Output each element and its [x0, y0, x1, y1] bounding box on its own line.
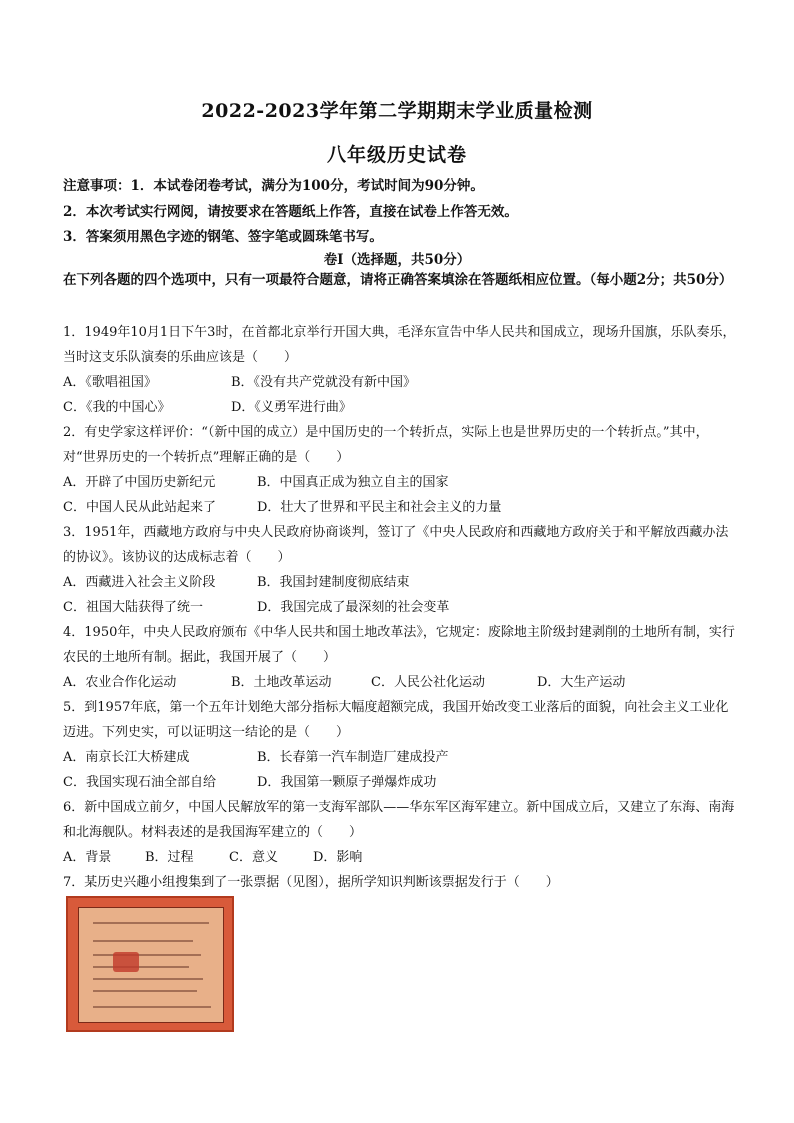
- exam-title: 2022-2023学年第二学期期末学业质量检测: [201, 100, 593, 122]
- ticket-inner-frame: [78, 907, 224, 1023]
- option-d: D．壮大了世界和平民主和社会主义的力量: [257, 500, 502, 515]
- ticket-image: [66, 896, 234, 1032]
- option-b: B．土地改革运动: [231, 675, 332, 690]
- option-d: D．大生产运动: [537, 675, 626, 690]
- question-2-options-row2: [63, 495, 743, 520]
- section-heading: 卷I（选择题，共50分）: [323, 252, 471, 268]
- option-a: A．南京长江大桥建成: [63, 750, 190, 765]
- option-b: B．中国真正成为独立自主的国家: [257, 475, 449, 490]
- option-a: A．开辟了中国历史新纪元: [63, 475, 216, 490]
- option-a: A．西藏进入社会主义阶段: [63, 575, 216, 590]
- option-c: C．我国实现石油全部自给: [63, 775, 216, 790]
- option-b: B．我国封建制度彻底结束: [257, 575, 410, 590]
- question-6-stem: 6．新中国成立前夕，中国人民解放军的第一支海军部队——华东军区海军建立。新中国成立后，又建立了东海、南海和北海舰队。材料表述的是我国海军建立的（ ）: [63, 800, 735, 840]
- option-c: C．祖国大陆获得了统一: [63, 600, 203, 615]
- question-5-stem: 5．到1957年底，第一个五年计划绝大部分指标大幅度超额完成，我国开始改变工业落后的面貌，向社会主义工业化迈进。下列史实，可以证明这一结论的是（ ）: [63, 700, 729, 740]
- option-c: C．中国人民从此站起来了: [63, 500, 216, 515]
- question-4-stem: 4．1950年，中央人民政府颁布《中华人民共和国土地改革法》，它规定：废除地主阶级封建剥削的土地所有制，实行农民的土地所有制。据此，我国开展了（ ）: [63, 625, 735, 665]
- option-a: A．农业合作化运动: [63, 675, 177, 690]
- option-b: B．《没有共产党就没有新中国》: [231, 375, 417, 390]
- option-b: B．过程: [145, 850, 194, 865]
- question-2-stem: 2．有史学家这样评价：“（新中国的成立）是中国历史的一个转折点，实际上也是世界历史的一个转折点。”其中，对“世界历史的一个转折点”理解正确的是（ ）: [63, 425, 709, 465]
- question-5-options: [63, 745, 743, 770]
- option-a: A．《歌唱祖国》: [63, 375, 157, 390]
- question-1-options: [63, 370, 743, 395]
- instructions: 在下列各题的四个选项中，只有一项最符合题意，请将正确答案填涂在答题纸相应位置。（每小题2分；共50分）: [63, 272, 733, 288]
- option-a: A．背景: [63, 850, 112, 865]
- notice-line-1: 注意事项：1．本试卷闭卷考试，满分为100分，考试时间为90分钟。: [63, 178, 484, 194]
- option-d: D．《义勇军进行曲》: [231, 400, 352, 415]
- question-3-stem: 3．1951年，西藏地方政府与中央人民政府协商谈判，签订了《中央人民政府和西藏地方政府关于和平解放西藏办法的协议》。该协议的达成标志着（ ）: [63, 525, 729, 565]
- option-b: B．长春第一汽车制造厂建成投产: [257, 750, 449, 765]
- question-3-options: [63, 570, 743, 595]
- question-6-options: [63, 845, 743, 870]
- question-3-options-row2: [63, 595, 743, 620]
- question-1-options-row2: [63, 395, 743, 420]
- question-7-stem: 7．某历史兴趣小组搜集到了一张票据（见图），据所学知识判断该票据发行于（ ）: [63, 875, 559, 890]
- ticket-stamp: [113, 952, 139, 972]
- question-5-options-row2: [63, 770, 743, 795]
- option-d: D．影响: [313, 850, 363, 865]
- notice-line-3: 3．答案须用黑色字迹的钢笔、签字笔或圆珠笔书写。: [63, 229, 383, 245]
- option-d: D．我国完成了最深刻的社会变革: [257, 600, 450, 615]
- option-c: C．《我的中国心》: [63, 400, 171, 415]
- notice-line-2: 2．本次考试实行网阅，请按要求在答题纸上作答，直接在试卷上作答无效。: [63, 204, 518, 220]
- option-d: D．我国第一颗原子弹爆炸成功: [257, 775, 437, 790]
- question-4-options: [63, 670, 743, 695]
- option-c: C．人民公社化运动: [371, 675, 485, 690]
- question-2-options: [63, 470, 743, 495]
- exam-subtitle: 八年级历史试卷: [326, 144, 467, 166]
- option-c: C．意义: [229, 850, 278, 865]
- question-1-stem: 1．1949年10月1日下午3时，在首都北京举行开国大典，毛泽东宣告中华人民共和国成立，现场升国旗，乐队奏乐，当时这支乐队演奏的乐曲应该是（ ）: [63, 325, 736, 365]
